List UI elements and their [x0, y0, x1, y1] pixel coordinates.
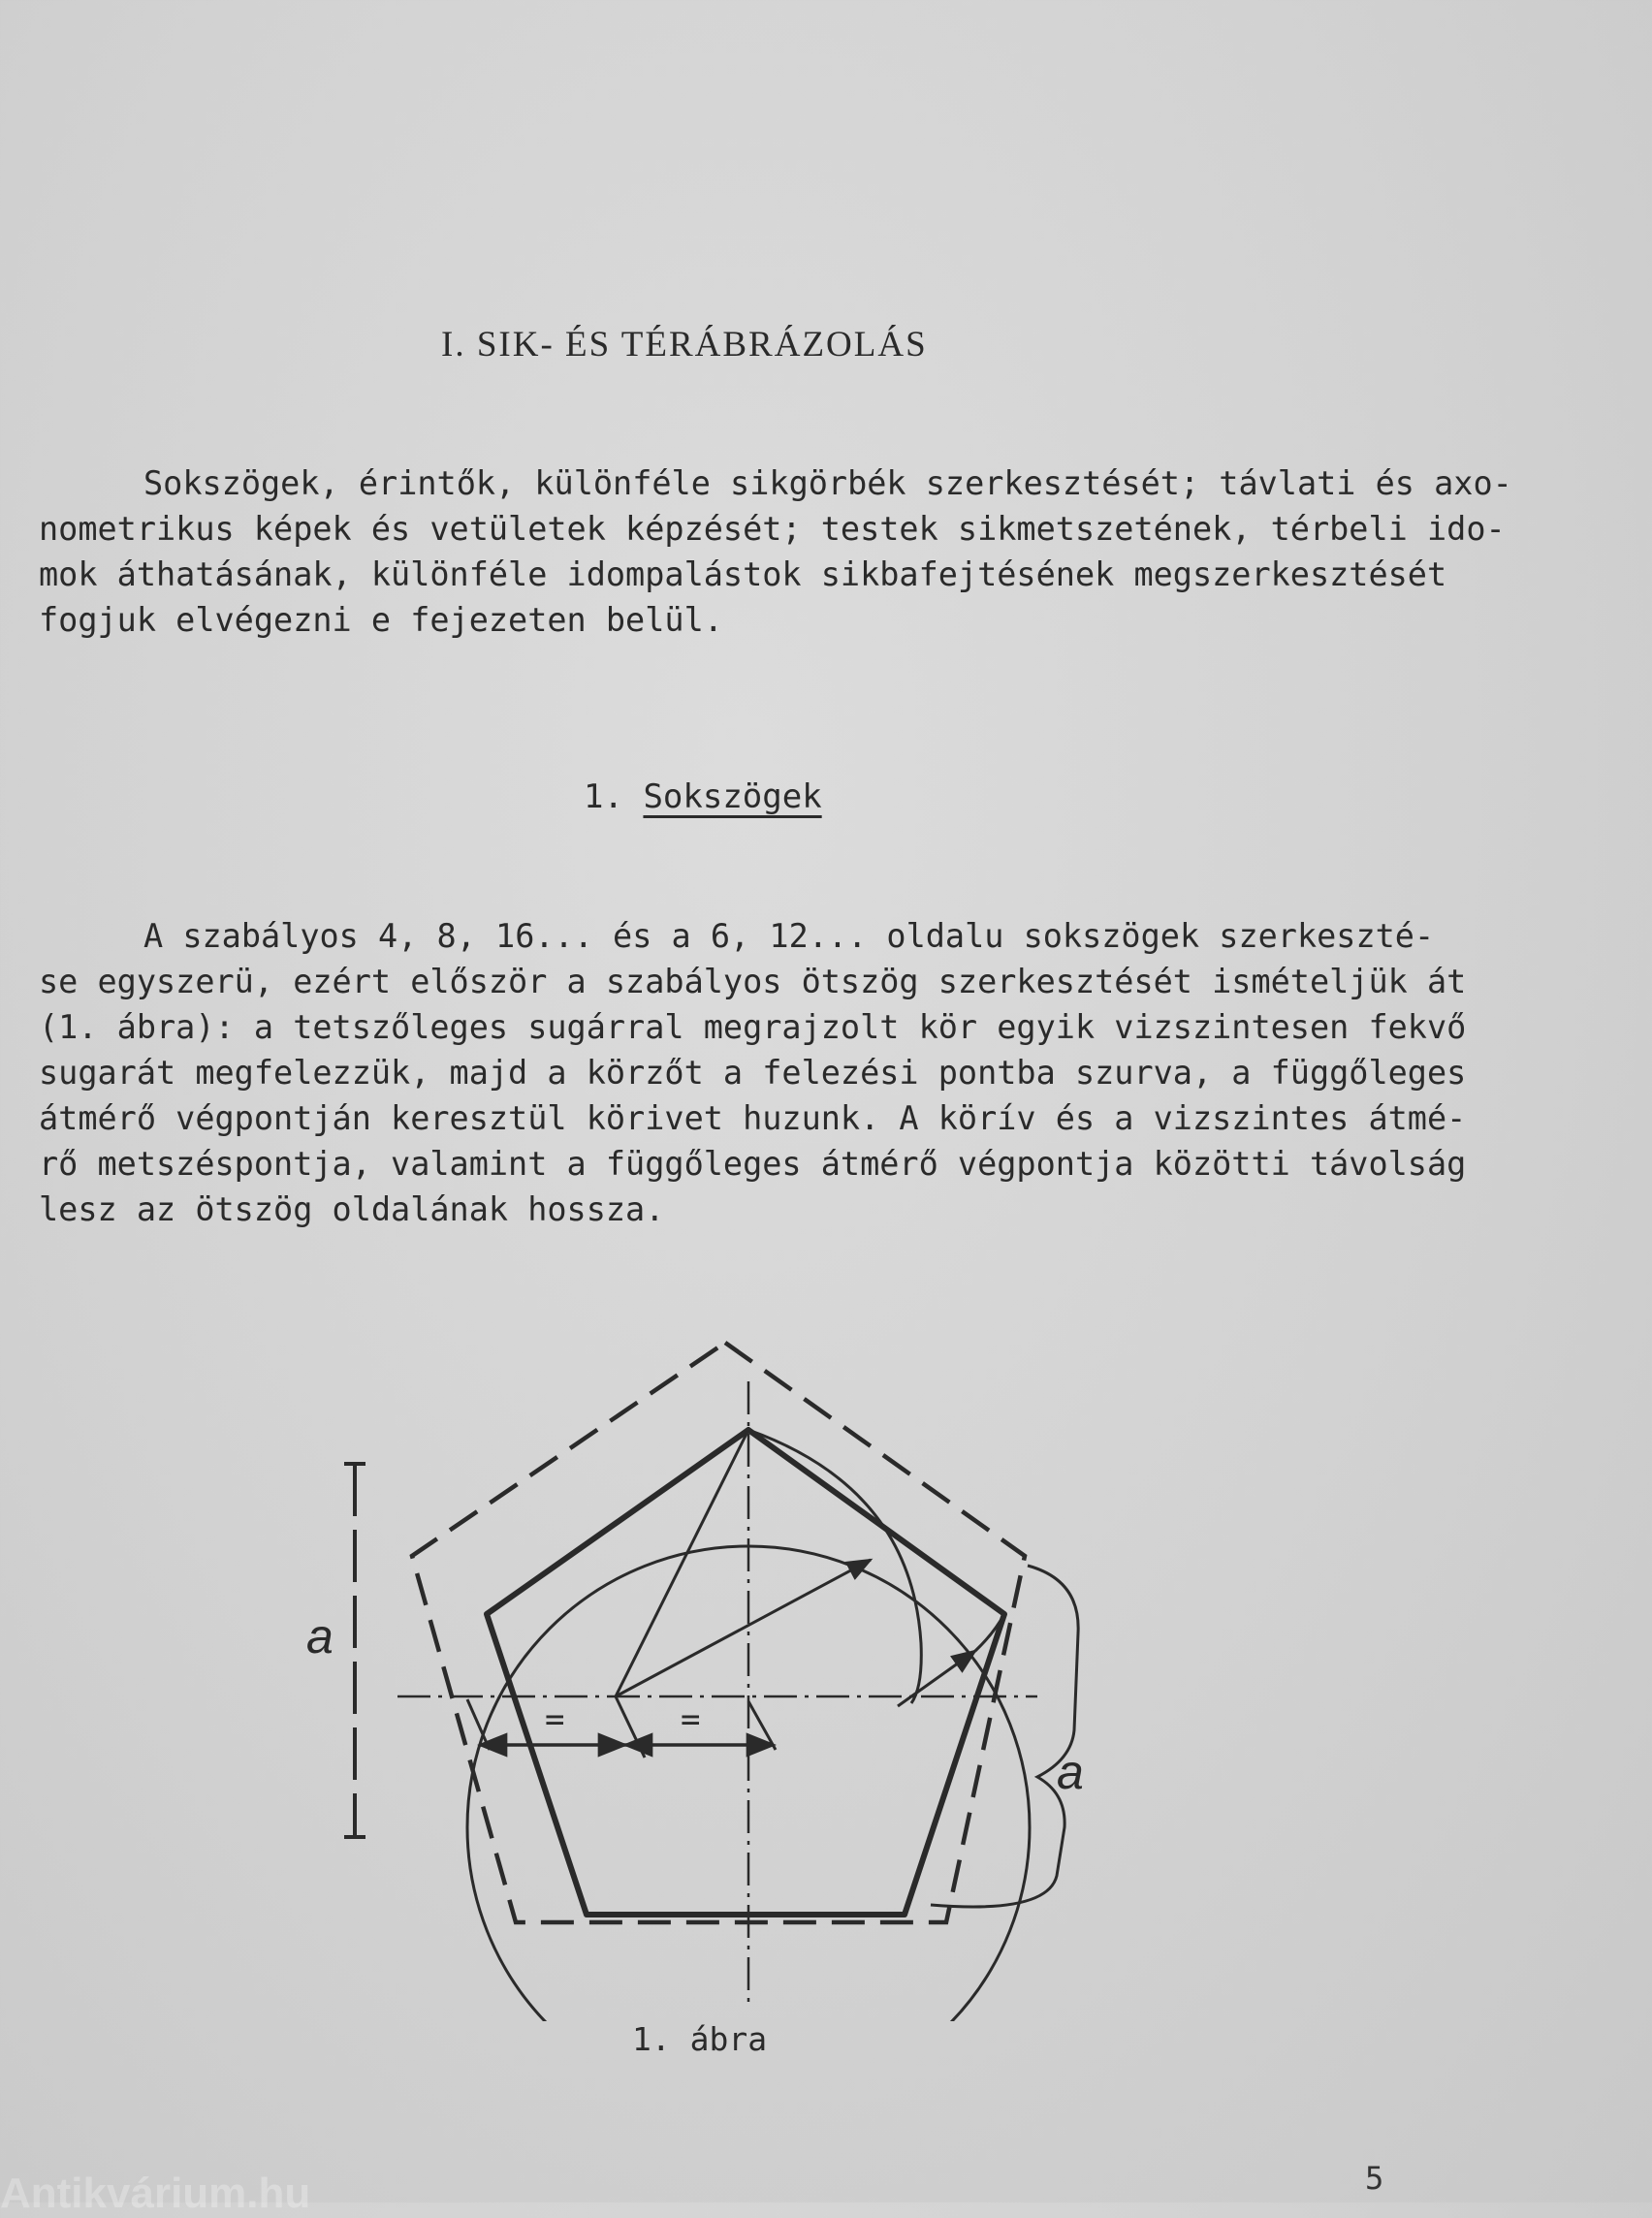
intro-line: mok áthatásának, különféle idompalástok sikbafejtésének megszerkesztését: [39, 555, 1447, 593]
body-line: átmérő végpontján keresztül körivet huzunk. A körív és a vizszintes átmé-: [39, 1099, 1467, 1137]
right-dimension-label: a: [1057, 1745, 1084, 1799]
body-line: rő metszéspontja, valamint a függőleges átmérő végpontja közötti távolság: [39, 1145, 1467, 1183]
body-line: se egyszerü, ezért először a szabályos ötszög szerkesztését ismételjük át: [39, 963, 1467, 1000]
construction-arc: [748, 1430, 921, 1703]
section-number: 1.: [584, 777, 623, 816]
intro-line: nometrikus képek és vetületek képzését; testek sikmetszetének, térbeli ido-: [39, 510, 1506, 548]
intro-paragraph: [39, 460, 1512, 643]
section-paragraph: [39, 913, 1467, 1232]
figure-caption: 1. ábra: [632, 2020, 768, 2058]
page-number: 5: [1365, 2160, 1384, 2197]
section-title: Sokszögek: [643, 777, 822, 816]
arc-radius-arrow: [616, 1560, 871, 1696]
left-dimension-label: a: [306, 1609, 334, 1664]
pentagon-diagram: [291, 1323, 1163, 2021]
body-line: A szabályos 4, 8, 16... és a 6, 12... oldalu sokszögek szerkeszté-: [143, 917, 1435, 955]
body-line: (1. ábra): a tetszőleges sugárral megrajzolt kör egyik vizszintesen fekvő: [39, 1008, 1467, 1046]
center-tick: [748, 1701, 776, 1750]
inscribed-pentagon: [487, 1430, 1004, 1915]
section-heading: [584, 777, 822, 816]
intro-line: fogjuk elvégezni e fejezeten belül.: [39, 601, 723, 639]
radius-line: [616, 1430, 748, 1696]
intro-line: Sokszögek, érintők, különféle sikgörbék szerkesztését; távlati és axo-: [143, 464, 1512, 502]
body-line: sugarát megfelezzük, majd a körzőt a felezési pontba szurva, a függőleges: [39, 1054, 1467, 1092]
body-line: lesz az ötszög oldalának hossza.: [39, 1190, 665, 1228]
side-length-arrow: [898, 1651, 975, 1706]
midpoint-tick: [616, 1696, 645, 1758]
equal-mark-left: =: [545, 1700, 565, 1739]
equal-mark-right: =: [681, 1700, 701, 1739]
watermark: Antikvárium.hu: [0, 2170, 311, 2217]
chapter-title: I. SIK- ÉS TÉRÁBRÁZOLÁS: [441, 325, 928, 364]
pentagon-construction-figure: [291, 1323, 1163, 2021]
